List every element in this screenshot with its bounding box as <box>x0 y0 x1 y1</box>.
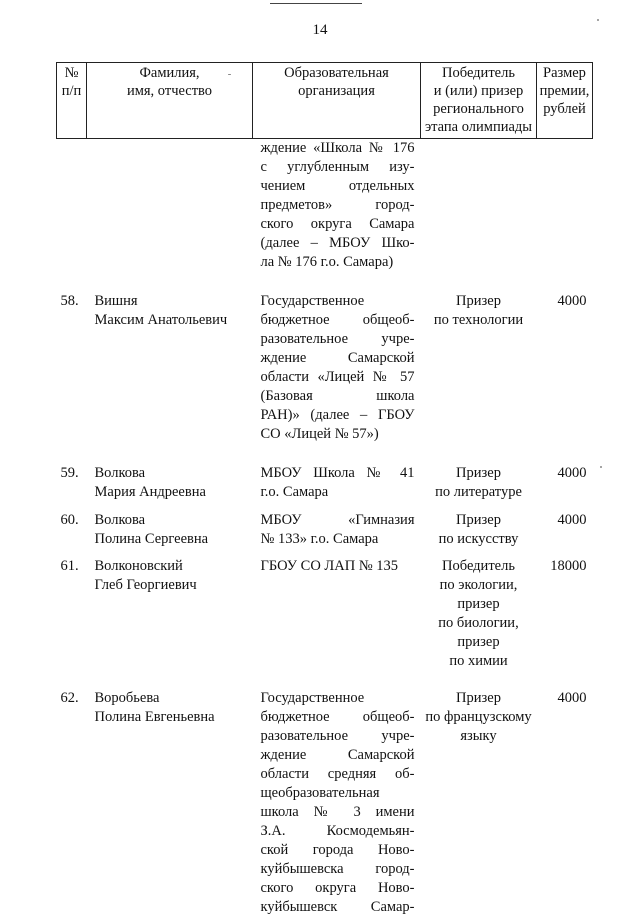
person-name: Воробьева Полина Евгеньевна <box>94 690 215 725</box>
amount-cell: 4000 <box>557 512 587 528</box>
org-cell: ждение «Школа № 176 с углубленным изу- чением отдельных предметов» город- ского округа Самара (далее – МБОУ Шко- ла № 176 г.о. Самара) <box>260 140 415 270</box>
header-result: Победитель и (или) призер регионального этапа олимпиады <box>421 63 537 139</box>
top-rule <box>270 3 362 4</box>
person-name: Волкова Полина Сергеевна <box>94 512 209 547</box>
row-number: 60. <box>60 512 79 528</box>
awards-table <box>56 62 593 917</box>
row-number: 62. <box>60 690 79 706</box>
person-name: Волкова Мария Андреевна <box>94 465 206 500</box>
amount-cell: 4000 <box>557 293 587 309</box>
org-cell: Государственное бюджетное общеоб- разовательное учре- ждение Самарской области средняя об- щеобразовательная школа № 3 имени З.А. Космодемьян- ской города Ново- куйбышевска город- ского округа Ново- куйбышевск Самар- <box>260 690 415 915</box>
scan-speck <box>600 466 602 468</box>
table-row <box>57 502 593 549</box>
result-cell: Победитель по экологии, призер по биологии, призер по химии <box>438 558 519 669</box>
table-row <box>57 444 593 502</box>
amount-cell: 4000 <box>557 690 587 706</box>
header-num: № п/п <box>57 63 87 139</box>
page-number: 14 <box>312 22 328 38</box>
table-header-row <box>57 63 593 139</box>
row-number: 61. <box>60 558 79 574</box>
org-cell: Государственное бюджетное общеоб- разовательное учре- ждение Самарской области «Лицей № 57 (Базовая школа РАН)» (далее – ГБОУ СО «Лицей № 57») <box>260 293 415 442</box>
scan-speck <box>597 19 599 21</box>
result-cell: Призер по литературе <box>435 465 522 500</box>
result-cell: Призер по искусству <box>438 512 519 547</box>
person-name: Вишня Максим Анатольевич <box>94 293 228 328</box>
org-cell: МБОУ «Гимназия № 133» г.о. Самара <box>260 512 415 547</box>
header-org: Образовательная организация <box>253 63 421 139</box>
amount-cell: 4000 <box>557 465 587 481</box>
header-name: Фамилия, имя, отчество <box>87 63 253 139</box>
row-number: 59. <box>60 465 79 481</box>
table-row <box>57 671 593 917</box>
org-cell: ГБОУ СО ЛАП № 135 <box>260 558 399 574</box>
scan-speck <box>228 74 231 75</box>
table-row-continuation <box>57 139 593 273</box>
row-number: 58. <box>60 293 79 309</box>
result-cell: Призер по французскому языку <box>425 690 532 744</box>
result-cell: Призер по технологии <box>433 293 524 328</box>
person-name: Волконовский Глеб Георгиевич <box>94 558 197 593</box>
header-amount: Размер премии, рублей <box>537 63 593 139</box>
table-row <box>57 272 593 444</box>
org-cell: МБОУ Школа № 41 г.о. Самара <box>260 465 415 500</box>
amount-cell: 18000 <box>550 558 587 574</box>
table-row <box>57 549 593 671</box>
